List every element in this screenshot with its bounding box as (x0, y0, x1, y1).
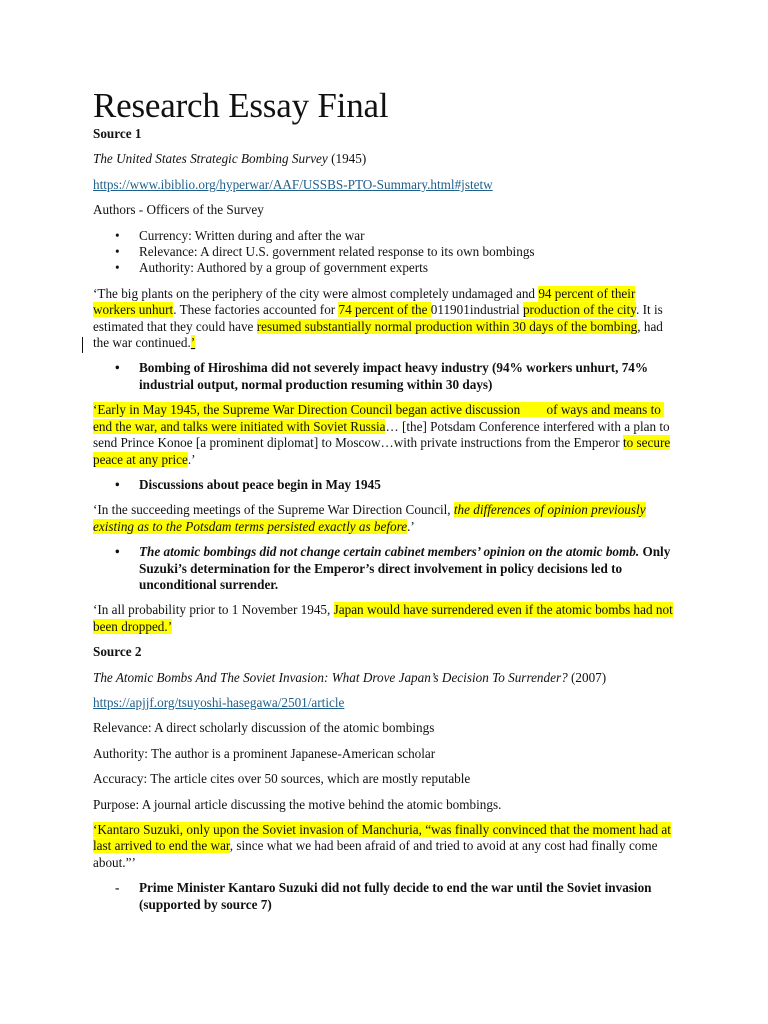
source-1-quote-1: ‘The big plants on the periphery of the city were almost completely undamaged and 94 percent of their workers unhurt. These factories accounted for 74 percent of the 011901industrial production of the city. It is estimated that they could have resumed substantially normal production within 30 days of the bombing, had the war continued.’ (93, 285, 663, 351)
citation-year: (1945) (327, 151, 367, 167)
document-title: Research Essay Final (93, 86, 389, 125)
source-1-quote-2: ‘Early in May 1945, the Supreme War Direction Council began active discussion of ways and means to end the war, and talks were initiated with Soviet Russia… [the] Potsdam Conference interfered with a plan to send Prince Konoe [a prominent diplomat] to Moscow…with private instructions from the Emperor to secure peace at any price.’ (93, 402, 671, 467)
source-2-purpose: Purpose: A journal article discussing the motive behind the atomic bombings. (93, 796, 502, 812)
source-1-quote-4: ‘In all probability prior to 1 November 1945, Japan would have surrendered even if the atomic bombs had not been dropped.’ (93, 602, 673, 634)
source-1-authors: Authors - Officers of the Survey (93, 202, 264, 218)
source-1-link[interactable]: https://www.ibiblio.org/hyperwar/AAF/USSBS-PTO-Summary.html#jstetw (93, 176, 493, 192)
point-1: • Bombing of Hiroshima did not severely impact heavy industry (94% workers unhurt, 74% industrial output, normal production resuming within 30 days) (115, 360, 649, 392)
source-2-quote-1: ‘Kantaro Suzuki, only upon the Soviet invasion of Manchuria, “was finally convinced that the moment had at last arrived to end the war, since what we had been afraid of and tried to avoid at any cost had finally come about.”’ (93, 822, 671, 870)
source-1-evaluation-list (93, 228, 678, 277)
point-3: • The atomic bombings did not change certain cabinet members’ opinion on the atomic bomb. Only Suzuki’s determination for the Emperor’s direct involvement in policy decisions led to unconditional surrender. (115, 544, 671, 592)
text-cursor (82, 337, 83, 353)
source-2-heading: Source 2 (93, 644, 142, 660)
source-1-quote-3: ‘In the succeeding meetings of the Supreme War Direction Council, the differences of opinion previously existing as to the Potsdam terms persisted exactly as before.’ (93, 502, 646, 534)
source-2-authority: Authority: The author is a prominent Japanese-American scholar (93, 745, 436, 761)
source-2-relevance: Relevance: A direct scholarly discussion of the atomic bombings (93, 720, 435, 736)
source-2-link[interactable]: https://apjjf.org/tsuyoshi-hasegawa/2501/article (93, 694, 345, 710)
source-2-citation: The Atomic Bombs And The Soviet Invasion: What Drove Japan’s Decision To Surrender? (2007) (93, 669, 607, 685)
citation-title: The United States Strategic Bombing Survey (93, 151, 328, 167)
list-item: • Authority: Authored by a group of government experts (115, 260, 428, 276)
source-2-point-1: - Prime Minister Kantaro Suzuki did not fully decide to end the war until the Soviet invasion (supported by source 7) (115, 880, 652, 912)
list-item: • Currency: Written during and after the war (115, 227, 365, 243)
point-2: • Discussions about peace begin in May 1945 (115, 476, 381, 492)
source-1-heading: Source 1 (93, 126, 142, 141)
list-item: • Relevance: A direct U.S. government related response to its own bombings (115, 244, 535, 260)
source-2-accuracy: Accuracy: The article cites over 50 sources, which are mostly reputable (93, 771, 471, 787)
source-1-citation (93, 151, 678, 167)
document-page (93, 86, 678, 913)
